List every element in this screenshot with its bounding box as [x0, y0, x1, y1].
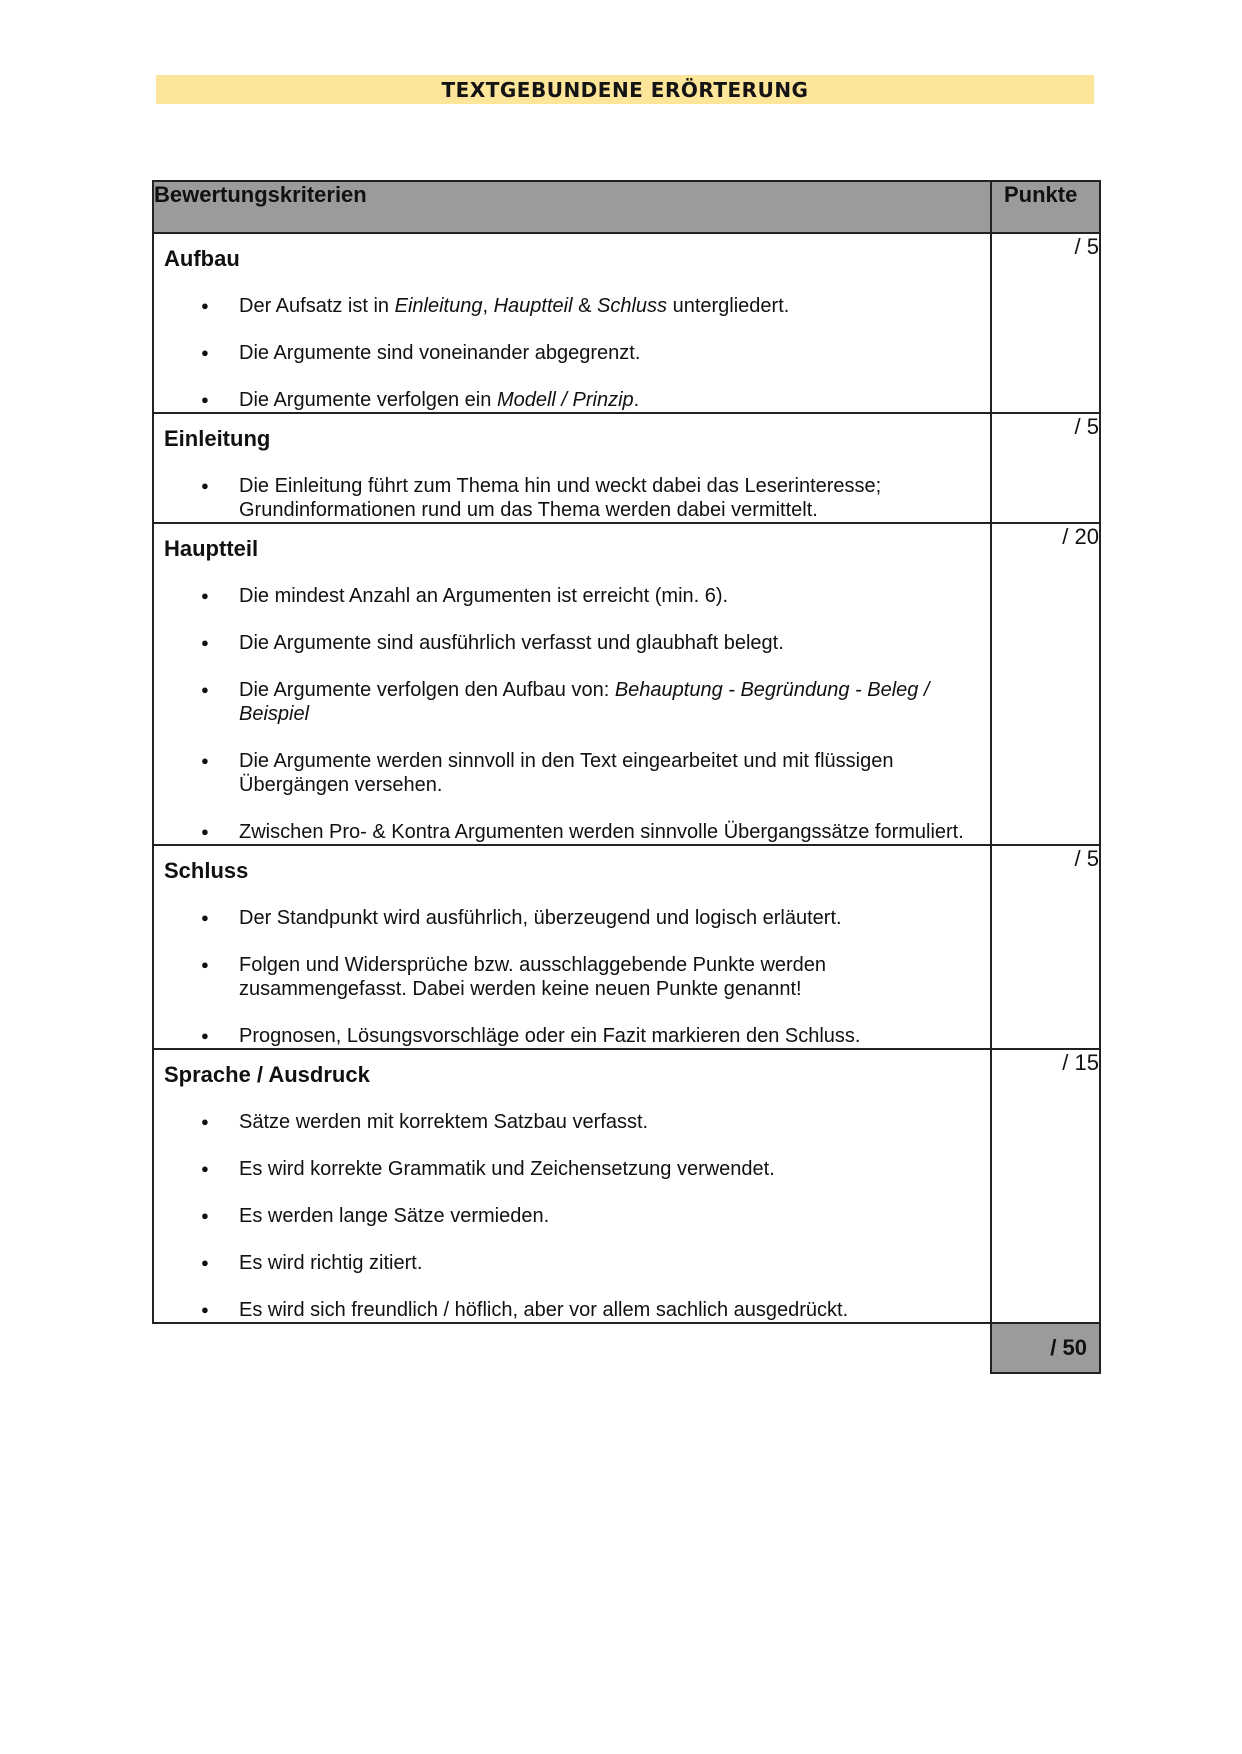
criterion-text: Sätze werden mit korrektem Satzbau verfasst. — [239, 1111, 649, 1133]
section-row-hauptteil — [153, 523, 1100, 845]
section-title: Aufbau — [164, 246, 240, 271]
criteria-list — [154, 1110, 990, 1322]
criterion-item — [154, 631, 990, 655]
criterion-item — [154, 678, 990, 726]
criterion-text: Die mindest Anzahl an Argumenten ist erreicht (min. 6). — [239, 585, 729, 607]
criterion-item — [154, 1298, 990, 1322]
criterion-text: Die Einleitung führt zum Thema hin und weckt dabei das Leserinteresse; Grundinformationen rund um das Thema werden dabei vermittelt. — [239, 475, 882, 521]
table-header-row — [153, 181, 1100, 233]
criterion-text: Die Argumente sind ausführlich verfasst und glaubhaft belegt. — [239, 632, 784, 654]
points-cell: / 20 — [991, 523, 1100, 845]
criterion-item — [154, 1157, 990, 1181]
header-criteria: Bewertungskriterien — [153, 181, 991, 233]
section-row-aufbau — [153, 233, 1100, 413]
criterion-emphasis: Behauptung - Begründung - Beleg / Beispiel — [239, 679, 930, 725]
criterion-text: Es wird sich freundlich / höflich, aber vor allem sachlich ausgedrückt. — [239, 1299, 849, 1321]
grading-rubric-table — [152, 180, 1101, 1374]
criteria-list — [154, 584, 990, 844]
criteria-cell — [153, 845, 991, 1049]
rubric-body — [153, 181, 1100, 1373]
criterion-text: untergliedert. — [667, 295, 790, 317]
criterion-item — [154, 341, 990, 365]
criteria-cell — [153, 523, 991, 845]
criterion-item — [154, 388, 990, 412]
criterion-text: & — [572, 295, 597, 317]
criterion-text: Die Argumente verfolgen ein — [239, 389, 497, 411]
total-row — [153, 1323, 1100, 1373]
criterion-item — [154, 294, 990, 318]
section-row-schluss — [153, 845, 1100, 1049]
points-cell: / 5 — [991, 233, 1100, 413]
criterion-emphasis: Einleitung — [394, 295, 483, 317]
criterion-text: Es wird richtig zitiert. — [239, 1252, 423, 1274]
criterion-text: Zwischen Pro- & Kontra Argumenten werden sinnvolle Übergangssätze formuliert. — [239, 821, 964, 843]
criterion-text: , — [482, 295, 494, 317]
criterion-text: Die Argumente sind voneinander abgegrenzt. — [239, 342, 641, 364]
criterion-emphasis: Schluss — [596, 295, 668, 317]
points-cell: / 5 — [991, 845, 1100, 1049]
criterion-text: Prognosen, Lösungsvorschläge oder ein Fazit markieren den Schluss. — [239, 1025, 861, 1047]
section-title: Hauptteil — [164, 536, 259, 561]
criterion-item — [154, 749, 990, 797]
criterion-item — [154, 584, 990, 608]
criterion-text: Die Argumente werden sinnvoll in den Text eingearbeitet und mit flüssigen Übergängen versehen. — [239, 750, 894, 796]
total-points: / 50 — [991, 1323, 1100, 1373]
section-row-einleitung — [153, 413, 1100, 523]
criterion-item — [154, 1024, 990, 1048]
criterion-emphasis: Modell / Prinzip — [496, 389, 634, 411]
document-title: TEXTGEBUNDENE ERÖRTERUNG — [156, 75, 1094, 104]
criterion-item — [154, 953, 990, 1001]
section-title: Einleitung — [164, 426, 271, 451]
criterion-text: Der Aufsatz ist in — [239, 295, 395, 317]
criterion-text: Die Argumente verfolgen den Aufbau von: — [239, 679, 615, 701]
criteria-cell — [153, 413, 991, 523]
criterion-item — [154, 820, 990, 844]
points-cell: / 5 — [991, 413, 1100, 523]
points-cell: / 15 — [991, 1049, 1100, 1323]
section-title: Schluss — [164, 858, 249, 883]
criteria-cell — [153, 233, 991, 413]
criterion-item — [154, 1251, 990, 1275]
criterion-item — [154, 1110, 990, 1134]
criterion-item — [154, 474, 990, 522]
criteria-list — [154, 906, 990, 1048]
criteria-list — [154, 474, 990, 522]
section-row-sprache-ausdruck — [153, 1049, 1100, 1323]
criterion-text: Folgen und Widersprüche bzw. ausschlaggebende Punkte werden zusammengefasst. Dabei werden keine neuen Punkte genannt! — [239, 954, 827, 1000]
criterion-text: . — [633, 389, 640, 411]
criterion-emphasis: Hauptteil — [493, 295, 573, 317]
criteria-cell — [153, 1049, 991, 1323]
criterion-text: Es werden lange Sätze vermieden. — [239, 1205, 550, 1227]
header-points: Punkte — [991, 181, 1100, 233]
criterion-text: Der Standpunkt wird ausführlich, überzeugend und logisch erläutert. — [239, 907, 842, 929]
criterion-text: Es wird korrekte Grammatik und Zeichensetzung verwendet. — [239, 1158, 775, 1180]
criterion-item — [154, 906, 990, 930]
section-title: Sprache / Ausdruck — [164, 1062, 370, 1087]
criteria-list — [154, 294, 990, 412]
total-spacer — [153, 1323, 991, 1373]
criterion-item — [154, 1204, 990, 1228]
